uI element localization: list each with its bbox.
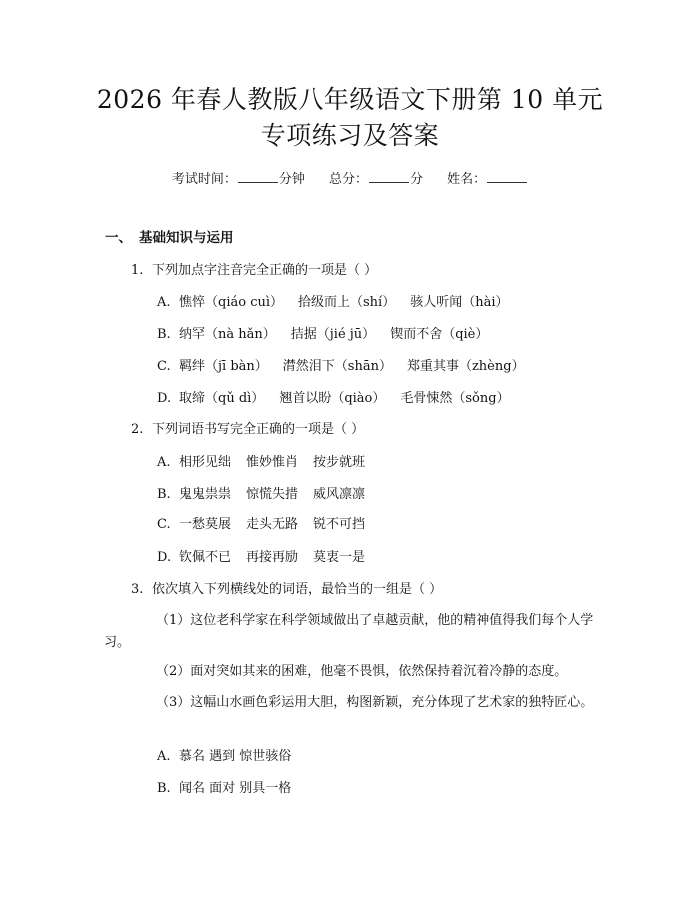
question-2 [131,421,364,439]
option-letter: A. [157,749,171,764]
question-text: 下列词语书写完全正确的一项是（ ） [152,422,365,437]
option-item: 翘首以盼（qiào） [279,391,386,406]
option-item: 鬼鬼祟祟 [179,487,232,502]
option-item: 羁绊（jī bàn） [179,359,268,374]
question-number: 3. [131,582,144,597]
option-item: 按步就班 [313,455,366,470]
section-heading [105,229,234,247]
option-item: 拮据（jié jū） [290,327,376,342]
q1-option-d [157,390,525,408]
option-item: 骇人听闻（hài） [410,295,509,310]
q2-option-d [157,549,380,567]
question-number: 1. [131,263,144,278]
option-item: 潸然泪下（shān） [282,359,392,374]
question-1 [131,262,377,280]
option-letter: B. [157,781,171,796]
option-item: 取缔（qǔ dì） [179,391,265,406]
q1-option-c [157,358,540,376]
option-letter: A. [157,455,171,470]
exam-time-field [172,172,309,187]
option-letter: D. [157,550,172,565]
option-text: 闻名 面对 别具一格 [179,781,292,796]
option-letter: B. [157,487,171,502]
q3-option-a [157,748,291,766]
option-letter: C. [157,517,171,532]
exam-time-blank [238,170,278,183]
option-item: 钦佩不已 [179,550,232,565]
option-text: 慕名 遇到 惊世骇俗 [179,749,292,764]
section-title: 基础知识与运用 [139,230,234,246]
total-score-label: 总分： [328,172,368,187]
option-letter: C. [157,359,171,374]
option-item: 锐不可挡 [313,517,366,532]
q1-option-a [157,294,524,312]
option-item: 拾级而上（shí） [298,295,396,310]
q1-option-b [157,326,503,344]
q3-option-b [157,780,291,798]
q2-option-c [157,516,380,534]
question-3 [131,581,442,599]
total-score-unit: 分 [410,172,424,187]
document-title-line2: 专项练习及答案 [260,121,440,150]
total-score-blank [369,170,409,183]
option-letter: D. [157,391,172,406]
exam-info [0,170,700,189]
option-item: 郑重其事（zhèng） [406,359,525,374]
section-number: 一、 [105,230,132,246]
option-item: 一愁莫展 [179,517,232,532]
option-item: 威风凛凛 [313,487,366,502]
student-name-blank [487,170,527,183]
question-text: 依次填入下列横线处的词语，最恰当的一组是（ ） [152,582,443,597]
q3-sentence-2: （2）面对突如其来的困难，他毫不畏惧，依然保持着沉着冷静的态度。 [156,664,568,679]
question-number: 2. [131,422,144,437]
option-item: 莫衷一是 [313,550,366,565]
option-item: 惊慌失措 [246,487,299,502]
option-item: 再接再励 [246,550,299,565]
q3-sentence-3: （3）这幅山水画色彩运用大胆，构图新颖，充分体现了艺术家的独特匠心。 [156,695,594,710]
exam-time-unit: 分钟 [278,172,305,187]
option-item: 锲而不舍（qiè） [390,327,489,342]
document-title-line1: 2026 年春人教版八年级语文下册第 10 单元 [96,85,604,114]
option-item: 惟妙惟肖 [246,455,299,470]
option-letter: B. [157,327,171,342]
option-letter: A. [157,295,171,310]
option-item: 走头无路 [246,517,299,532]
student-name-field [447,172,528,187]
total-score-field [329,172,427,187]
student-name-label: 姓名： [447,172,487,187]
q2-option-b [157,486,380,504]
option-item: 毛骨悚然（sǒng） [400,391,510,406]
exam-time-label: 考试时间： [171,172,237,187]
option-item: 纳罕（nà hǎn） [179,327,276,342]
q2-option-a [157,454,380,472]
option-item: 憔悴（qiáo cuì） [179,295,284,310]
question-text: 下列加点字注音完全正确的一项是（ ） [152,263,378,278]
q3-sentence-1: （1）这位老科学家在科学领域做出了卓越贡献，他的精神值得我们每个人学习。 [104,613,594,650]
option-item: 相形见绌 [179,455,232,470]
